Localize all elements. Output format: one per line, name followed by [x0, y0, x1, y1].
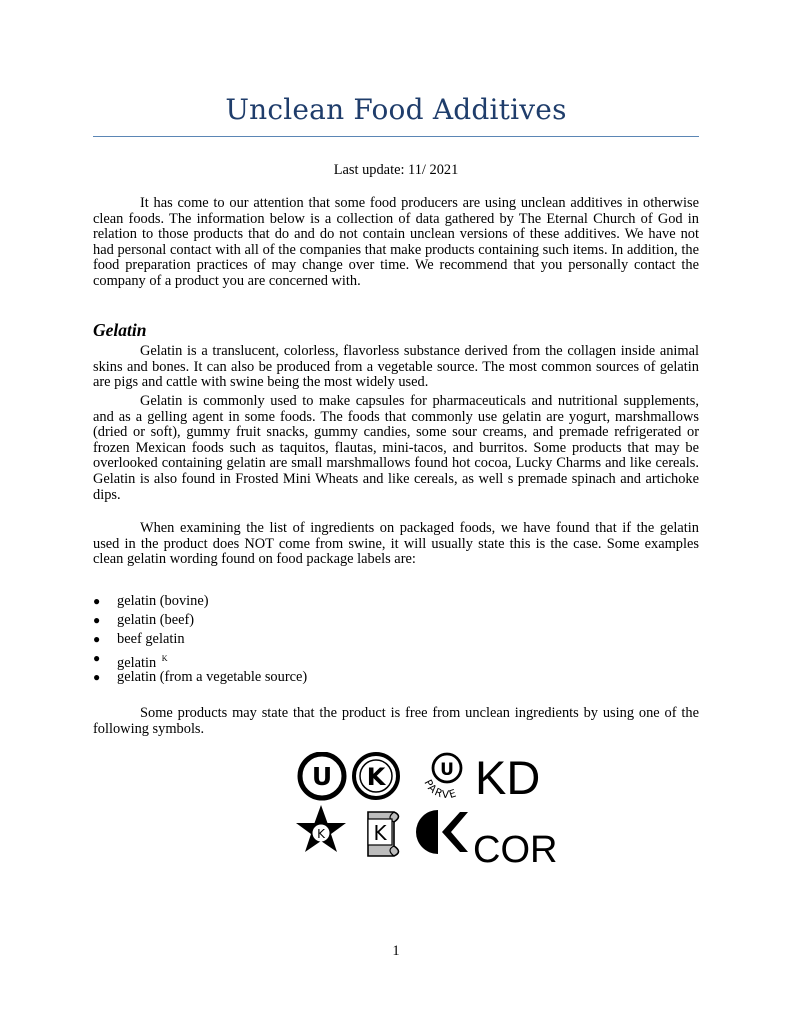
bullet-icon: ● [93, 632, 101, 646]
gelatin-paragraph-1: Gelatin is a translucent, colorless, flavorless substance derived from the collagen inside animal skins and bones. It can also be produced from a vegetable source. The most common sources of gelatin are pigs and cattle with swine being the most widely used. [93, 343, 699, 391]
gelatin-paragraph-3: When examining the list of ingredients on packaged foods, we have found that if the gelatin used in the product does NOT come from swine, it will usually state this is the case. Some examples clean gelatin wording found on food package labels are: [93, 520, 699, 568]
list-item-text: beef gelatin [117, 631, 185, 647]
list-item [93, 632, 307, 651]
list-item-text: gelatin [117, 655, 160, 671]
intro-paragraph: It has come to our attention that some food producers are using unclean additives in otherwise clean foods. The information below is a collection of data gathered by The Eternal Church of God in relation to those products that do and do not contain unclean versions of these additives. We have not had personal contact with all of the companies that make products containing such items. In addition, the food preparation practices of may change over time. We recommend that you personally contact the company of a product you are concerned with. [93, 195, 699, 289]
ok-symbol-icon [354, 754, 398, 798]
kosher-symbols [290, 752, 565, 867]
list-item-text: gelatin (beef) [117, 612, 195, 628]
section-heading-gelatin: Gelatin [93, 320, 147, 340]
kd-symbol-text: KD [475, 752, 541, 804]
half-moon-k-symbol-icon [416, 810, 468, 854]
ou-parve-symbol-icon [421, 754, 471, 801]
cor-symbol-text: COR [473, 829, 558, 867]
last-update: Last update: 11/ 2021 [333, 162, 459, 178]
bullet-icon: ● [93, 594, 101, 608]
svg-text:K: K [366, 763, 386, 791]
kaj-k-symbol-icon [368, 812, 399, 856]
ou-symbol-icon [300, 754, 344, 798]
bullet-icon: ● [93, 613, 101, 627]
list-item-text: gelatin (from a vegetable source) [117, 669, 308, 685]
list-item [93, 670, 307, 689]
svg-text:K: K [373, 821, 387, 845]
svg-text:U: U [440, 760, 454, 780]
list-item [93, 613, 307, 632]
list-item-text: gelatin (bovine) [117, 593, 209, 609]
svg-text:PARVE: PARVE [421, 777, 460, 802]
title-rule [93, 136, 699, 137]
bullet-icon: ● [93, 670, 101, 684]
list-item [93, 651, 307, 670]
svg-text:U: U [311, 762, 333, 791]
gelatin-paragraph-2: Gelatin is commonly used to make capsules for pharmaceuticals and nutritional supplements, and as a gelling agent in some foods. The foods that commonly use gelatin are yogurt, marshmallows (dried or soft), gummy fruit snacks, gummy candies, some sour creams, and premade refrigerated or frozen Mexican foods such as taquitos, flautas, mini-tacos, and burritos. Some products that may be overlooked containing gelatin are small marshmallows found hot cocoa, Lucky Charms and like cereals. Gelatin is also found in Frosted Mini Wheats and like cereals, as well s premade spinach and artichoke dips. [93, 393, 699, 503]
symbols-intro-paragraph: Some products may state that the product is free from unclean ingredients by using one of the following symbols. [93, 705, 699, 737]
page-number: 1 [392, 943, 400, 959]
page-title: Unclean Food Additives [225, 93, 567, 126]
list-item [93, 594, 307, 613]
svg-text:K: K [317, 827, 325, 841]
gelatin-wording-list [93, 594, 307, 689]
kosher-superscript: K [161, 654, 168, 663]
star-k-symbol-icon [296, 805, 346, 852]
bullet-icon: ● [93, 651, 101, 665]
